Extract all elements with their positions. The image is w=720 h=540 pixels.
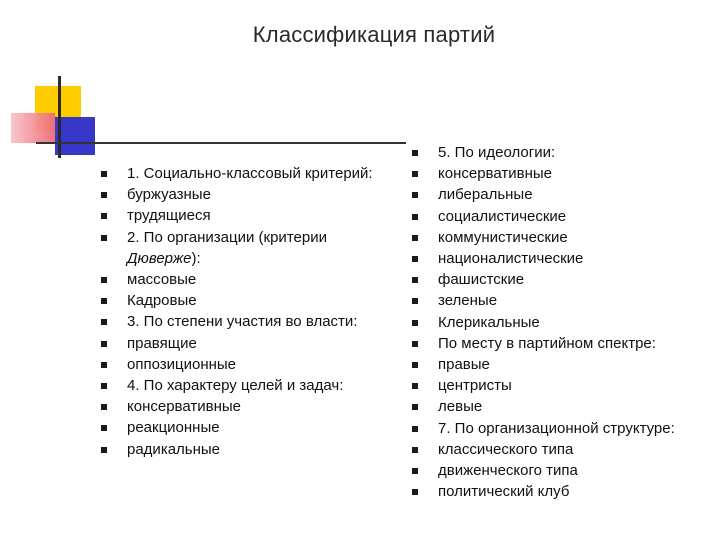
list-item: По месту в партийном спектре: — [438, 333, 675, 354]
list-item: оппозиционные — [127, 354, 373, 375]
vertical-rule — [58, 76, 61, 158]
list-item: политический клуб — [438, 481, 675, 502]
bullet-icon — [412, 489, 418, 495]
bullet-icon — [101, 319, 107, 325]
bullet-icon — [101, 213, 107, 219]
bullet-icon — [412, 468, 418, 474]
bullet-icon — [412, 256, 418, 262]
bullet-icon — [412, 235, 418, 241]
decorative-squares — [0, 0, 160, 170]
bullet-icon — [412, 171, 418, 177]
list-item: радикальные — [127, 439, 373, 460]
list-item: центристы — [438, 375, 675, 396]
right-bullet-list — [438, 142, 675, 502]
bullet-icon — [101, 171, 107, 177]
bullet-icon — [101, 383, 107, 389]
bullet-icon — [412, 426, 418, 432]
bullet-icon — [101, 235, 107, 241]
list-item: трудящиеся — [127, 205, 373, 226]
list-item: зеленые — [438, 290, 675, 311]
bullet-icon — [412, 192, 418, 198]
bullet-icon — [412, 404, 418, 410]
bullet-icon — [101, 362, 107, 368]
list-item: 4. По характеру целей и задач: — [127, 375, 373, 396]
list-item: Клерикальные — [438, 312, 675, 333]
bullet-icon — [101, 404, 107, 410]
bullet-icon — [412, 447, 418, 453]
list-item: правящие — [127, 333, 373, 354]
list-item: 2. По организации (критерии Дюверже): — [127, 227, 373, 269]
blue-square — [55, 117, 95, 155]
bullet-icon — [101, 277, 107, 283]
slide-title: Классификация партий — [252, 22, 496, 47]
list-item: движенческого типа — [438, 460, 675, 481]
list-item: 7. По организационной структуре: — [438, 418, 675, 439]
left-bullet-list — [127, 163, 373, 460]
bullet-icon — [412, 277, 418, 283]
bullet-icon — [101, 192, 107, 198]
bullet-icon — [412, 320, 418, 326]
list-item: либеральные — [438, 184, 675, 205]
list-item: 5. По идеологии: — [438, 142, 675, 163]
bullet-icon — [412, 214, 418, 220]
bullet-icon — [412, 341, 418, 347]
list-item: социалистические — [438, 206, 675, 227]
list-item: массовые — [127, 269, 373, 290]
bullet-icon — [101, 425, 107, 431]
red-square — [11, 113, 55, 143]
list-item: фашистские — [438, 269, 675, 290]
list-item: консервативные — [127, 396, 373, 417]
list-item: 1. Социально-классовый критерий: — [127, 163, 373, 184]
list-item: коммунистические — [438, 227, 675, 248]
list-item: реакционные — [127, 417, 373, 438]
duverger-italic: Дюверже — [127, 249, 192, 267]
list-item: буржуазные — [127, 184, 373, 205]
bullet-icon — [412, 150, 418, 156]
list-item: классического типа — [438, 439, 675, 460]
list-item: Кадровые — [127, 290, 373, 311]
list-item: правые — [438, 354, 675, 375]
list-item: левые — [438, 396, 675, 417]
bullet-icon — [412, 383, 418, 389]
bullet-icon — [101, 447, 107, 453]
list-item: 3. По степени участия во власти: — [127, 311, 373, 332]
bullet-icon — [412, 298, 418, 304]
horizontal-rule — [36, 142, 406, 144]
bullet-icon — [101, 341, 107, 347]
list-item: националистические — [438, 248, 675, 269]
list-item: консервативные — [438, 163, 675, 184]
bullet-icon — [412, 362, 418, 368]
bullet-icon — [101, 298, 107, 304]
